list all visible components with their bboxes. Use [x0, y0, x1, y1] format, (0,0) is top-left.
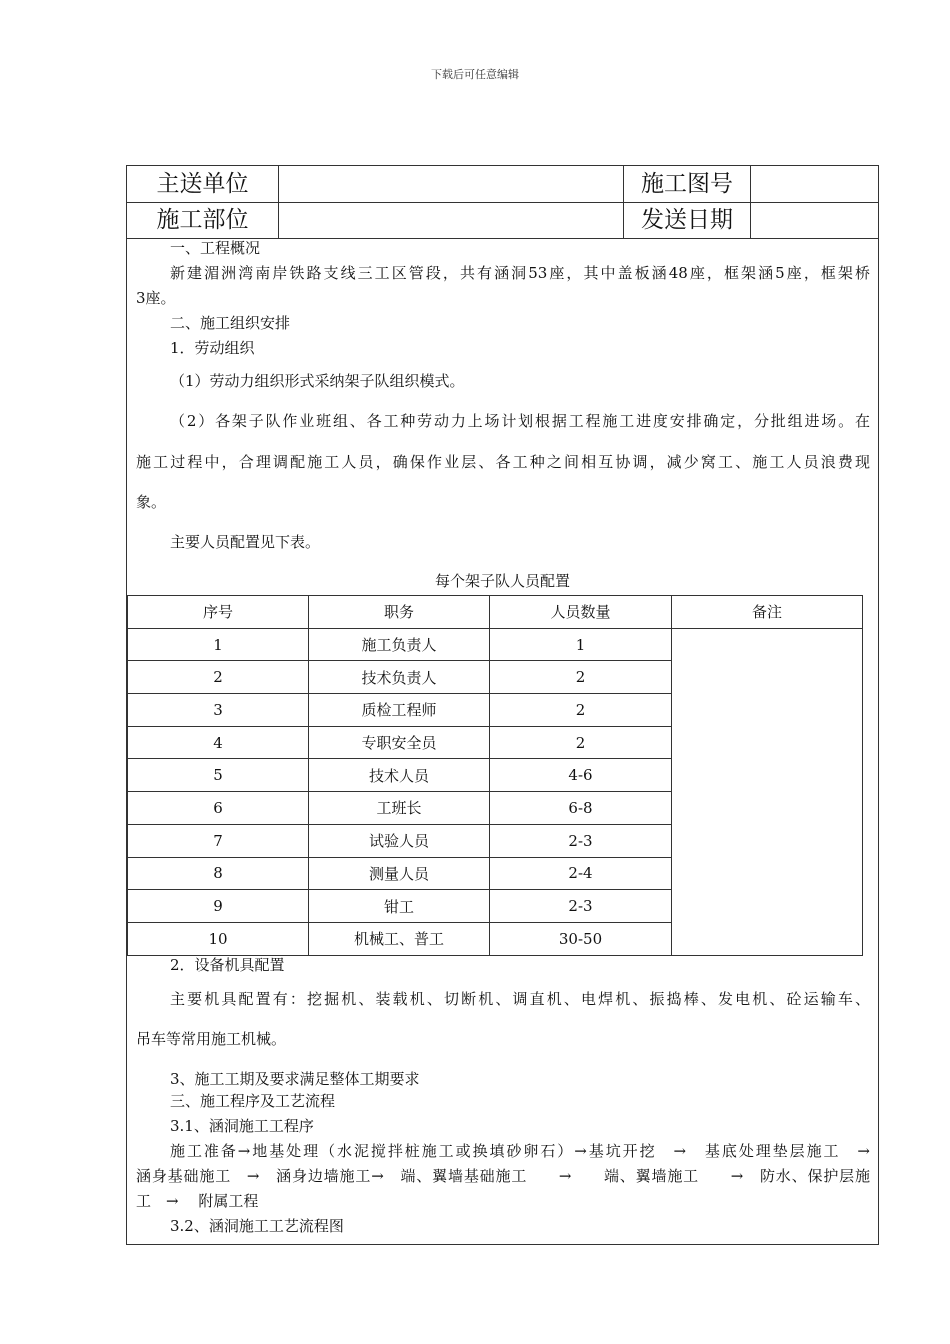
cell-no: 1	[128, 628, 309, 661]
subsection-2-3-title: 3、施工工期及要求满足整体工期要求	[170, 1070, 420, 1088]
table-row	[128, 628, 863, 661]
cell-role: 测量人员	[309, 857, 490, 890]
label-construction-site: 施工部位	[127, 202, 279, 238]
document-frame	[126, 165, 879, 1245]
cell-no: 8	[128, 857, 309, 890]
cell-role: 施工负责人	[309, 628, 490, 661]
cell-role: 钳工	[309, 890, 490, 923]
cell-count: 2	[490, 694, 672, 727]
cell-count: 2	[490, 661, 672, 694]
subsection-2-1-item-1: （1）劳动力组织形式采纳架子队组织模式。	[170, 372, 465, 390]
cell-no: 9	[128, 890, 309, 923]
header-cell-remark: 备注	[672, 596, 863, 629]
cell-count: 4-6	[490, 759, 672, 792]
process-sequence-line-3: 工 → 附属工程	[136, 1192, 259, 1210]
value-send-date	[751, 202, 878, 238]
cell-count: 2-4	[490, 857, 672, 890]
cell-no: 6	[128, 792, 309, 825]
cell-no: 4	[128, 726, 309, 759]
cell-role: 专职安全员	[309, 726, 490, 759]
label-send-date: 发送日期	[624, 202, 751, 238]
value-drawing-number	[751, 166, 878, 202]
cell-role: 工班长	[309, 792, 490, 825]
cell-no: 5	[128, 759, 309, 792]
section-1-paragraph-line-2: 3座。	[136, 289, 176, 307]
subsection-3-2-title: 3.2、涵洞施工工艺流程图	[170, 1217, 344, 1235]
label-drawing-number: 施工图号	[624, 166, 751, 202]
subsection-2-1-title: 1．劳动组织	[170, 339, 255, 357]
header-cell-count: 人员数量	[490, 596, 672, 629]
section-1-paragraph-line-1: 新建湄洲湾南岸铁路支线三工区管段，共有涵洞53座，其中盖板涵48座，框架涵5座，框架桥	[170, 264, 870, 282]
cell-count: 2	[490, 726, 672, 759]
process-sequence-line-1: 施工准备→地基处理（水泥搅拌桩施工或换填砂卵石）→基坑开挖 → 基底处理垫层施工 →	[170, 1142, 870, 1160]
cell-role: 机械工、普工	[309, 922, 490, 955]
section-2-title: 二、施工组织安排	[170, 314, 291, 332]
cell-role: 技术负责人	[309, 661, 490, 694]
staff-table-intro: 主要人员配置见下表。	[170, 533, 321, 551]
staff-table-header-row	[128, 596, 863, 629]
cell-no: 3	[128, 694, 309, 727]
cell-role: 技术人员	[309, 759, 490, 792]
label-sending-unit: 主送单位	[127, 166, 279, 202]
cell-role: 质检工程师	[309, 694, 490, 727]
section-3-title: 三、施工程序及工艺流程	[170, 1092, 336, 1110]
cell-remark	[672, 628, 863, 955]
header-row-1	[127, 166, 878, 203]
subsection-2-2-line-1: 主要机具配置有：挖掘机、装载机、切断机、调直机、电焊机、振捣棒、发电机、砼运输车、	[170, 990, 870, 1008]
cell-role: 试验人员	[309, 824, 490, 857]
cell-count: 1	[490, 628, 672, 661]
process-sequence-line-2: 涵身基础施工 → 涵身边墙施工→ 端、翼墙基础施工 → 端、翼墙施工 → 防水、保护层施	[136, 1167, 870, 1185]
cell-count: 6-8	[490, 792, 672, 825]
cell-no: 10	[128, 922, 309, 955]
staff-table-title: 每个架子队人员配置	[434, 572, 570, 590]
header-row-2	[127, 202, 878, 239]
subsection-2-1-item-2-line-1: （2）各架子队作业班组、各工种劳动力上场计划根据工程施工进度安排确定，分批组进场。在	[170, 412, 870, 430]
cell-count: 30-50	[490, 922, 672, 955]
cell-count: 2-3	[490, 890, 672, 923]
subsection-2-2-line-2: 吊车等常用施工机械。	[136, 1030, 287, 1048]
subsection-2-2-title: 2．设备机具配置	[170, 956, 285, 974]
header-cell-no: 序号	[128, 596, 309, 629]
subsection-2-1-item-2-line-2: 施工过程中，合理调配施工人员，确保作业层、各工种之间相互协调，减少窝工、施工人员浪费现	[136, 453, 870, 471]
subsection-2-1-item-2-line-3: 象。	[136, 493, 167, 511]
cell-no: 7	[128, 824, 309, 857]
cell-count: 2-3	[490, 824, 672, 857]
value-construction-site	[279, 202, 624, 238]
header-cell-role: 职务	[309, 596, 490, 629]
section-1-title: 一、工程概况	[170, 239, 261, 257]
value-sending-unit	[279, 166, 624, 202]
staff-table	[127, 595, 863, 956]
watermark-text: 下载后可任意编辑	[431, 68, 519, 81]
subsection-3-1-title: 3.1、涵洞施工工程序	[170, 1117, 314, 1135]
cell-no: 2	[128, 661, 309, 694]
